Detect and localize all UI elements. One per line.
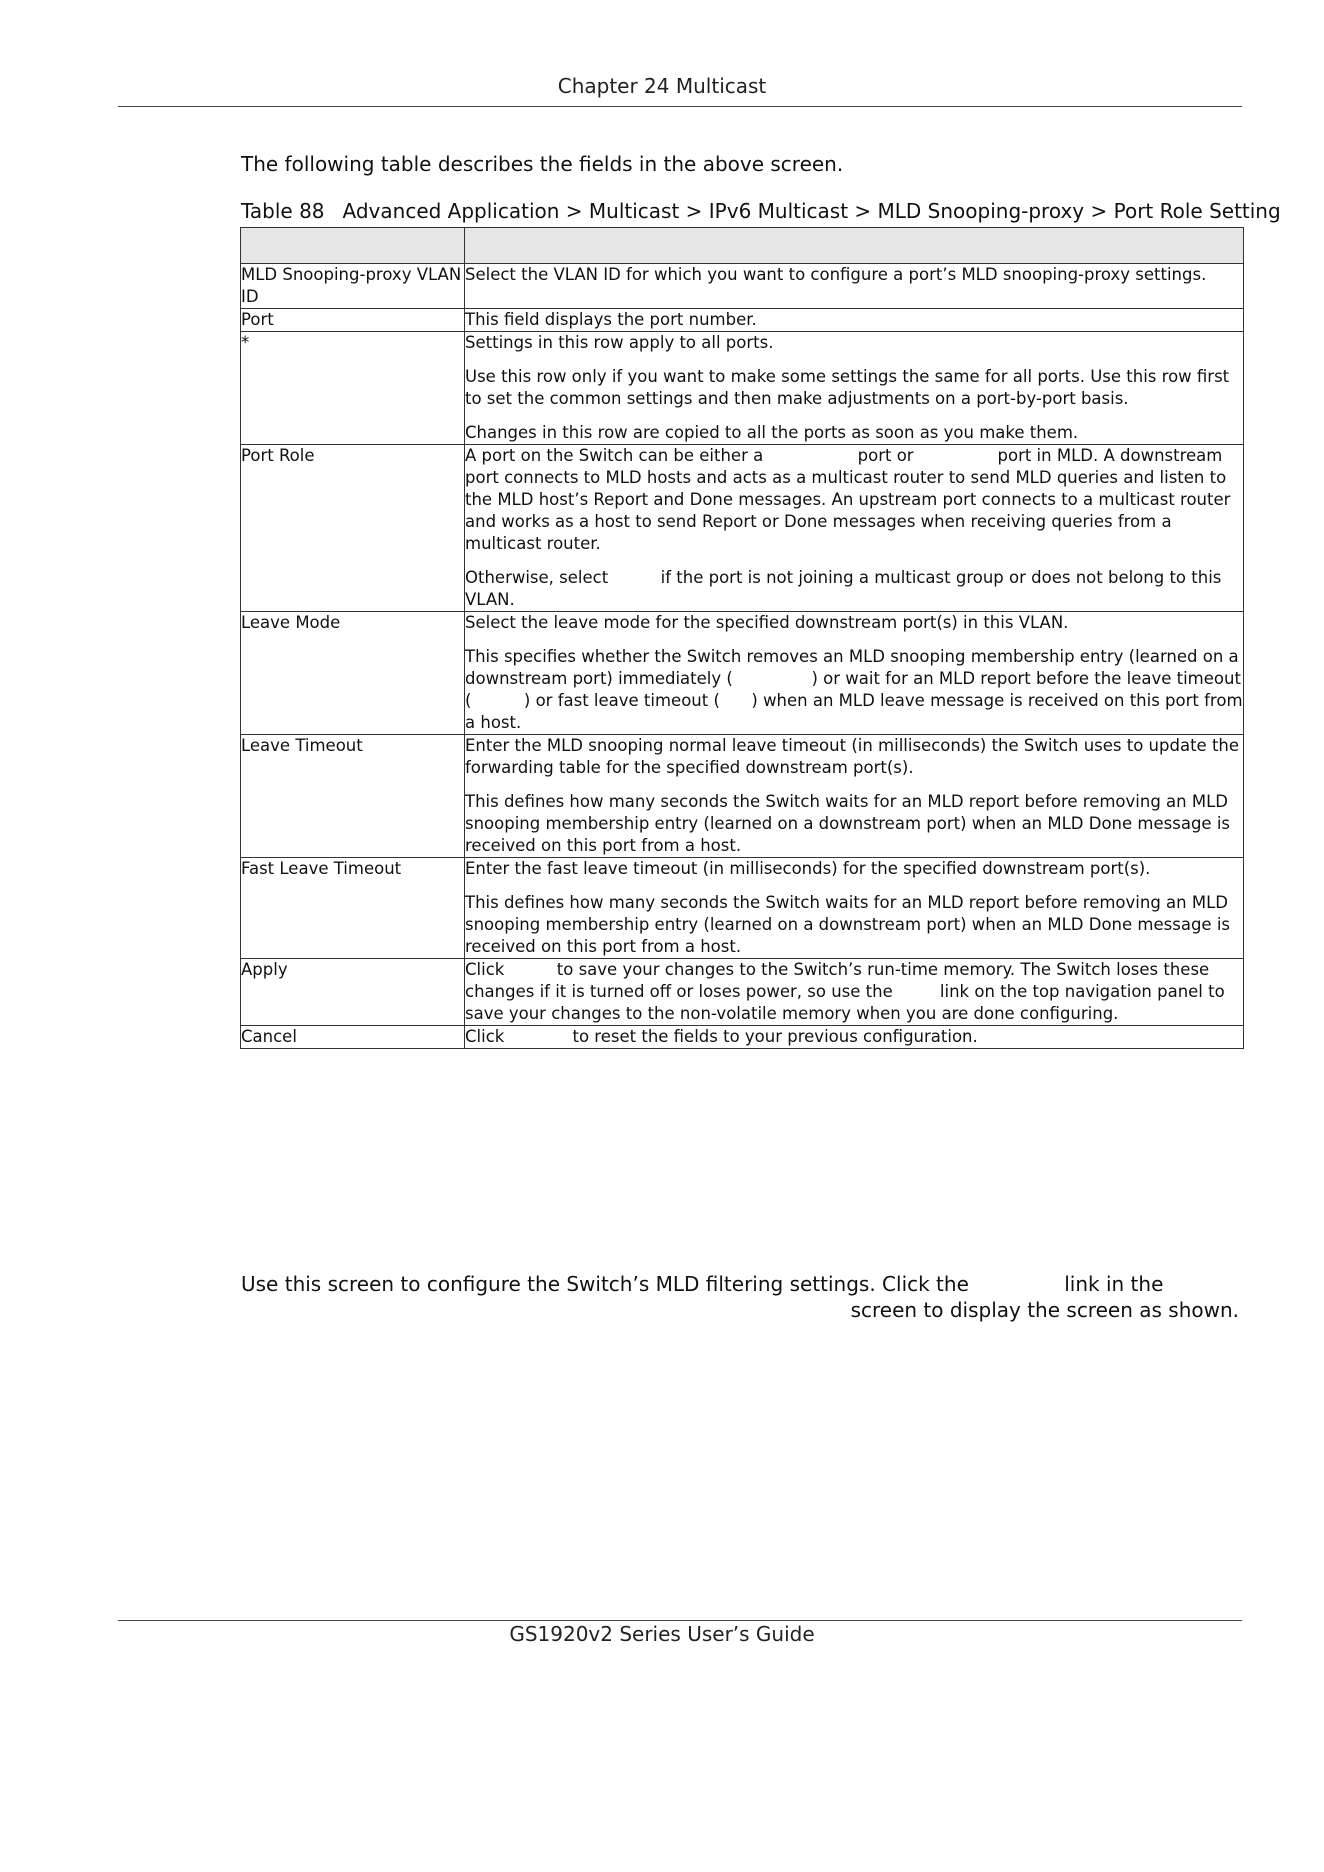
table-row <box>241 1026 1244 1049</box>
table-header-label <box>241 228 465 264</box>
field-label: MLD Snooping-proxy VLAN ID <box>241 264 465 309</box>
field-description <box>465 959 1244 1026</box>
table-row <box>241 445 1244 612</box>
table-row <box>241 309 1244 332</box>
field-label: Port <box>241 309 465 332</box>
field-description <box>465 858 1244 959</box>
table-row <box>241 959 1244 1026</box>
table-caption <box>241 199 1281 223</box>
description-paragraph: Changes in this row are copied to all the ports as soon as you make them. <box>465 423 1079 442</box>
field-description <box>465 735 1244 858</box>
header-rule <box>118 106 1242 107</box>
table-header-row <box>241 228 1244 264</box>
description-paragraph: Click to save your changes to the Switch’s run-time memory. The Switch loses these changes if it is turned off or loses power, so use the link on the top navigation panel to save your changes to the non-volatile memory when you are done configuring. <box>465 960 1230 1023</box>
table-row <box>241 332 1244 445</box>
table-row <box>241 264 1244 309</box>
table-header-description <box>465 228 1244 264</box>
guide-title: GS1920v2 Series User’s Guide <box>509 1622 815 1646</box>
field-label: Port Role <box>241 445 465 612</box>
description-paragraph: A port on the Switch can be either a port or port in MLD. A downstream port connects to MLD hosts and acts as a multicast router to send MLD queries and listen to the MLD host’s Report and Done messages. An upstream port connects to a multicast router and works as a host to send Report or Done messages when receiving queries from a multicast router. <box>465 446 1236 553</box>
description-paragraph: Settings in this row apply to all ports. <box>465 333 774 352</box>
description-paragraph: Select the VLAN ID for which you want to configure a port’s MLD snooping-proxy settings. <box>465 265 1207 284</box>
description-paragraph: Enter the fast leave timeout (in milliseconds) for the specified downstream port(s). <box>465 859 1151 878</box>
field-label: Fast Leave Timeout <box>241 858 465 959</box>
section-intro <box>241 1271 1241 1323</box>
table-row <box>241 858 1244 959</box>
description-paragraph: Select the leave mode for the specified downstream port(s) in this VLAN. <box>465 613 1069 632</box>
section-intro-line1: Use this screen to configure the Switch’s MLD filtering settings. Click the link in the <box>241 1272 1164 1296</box>
description-paragraph: This defines how many seconds the Switch waits for an MLD report before removing an MLD snooping membership entry (learned on a downstream port) when an MLD Done message is received on this port from a host. <box>465 893 1236 956</box>
description-paragraph: This field displays the port number. <box>465 310 757 329</box>
description-paragraph: Click to reset the fields to your previous configuration. <box>465 1027 978 1046</box>
table-caption-text: Advanced Application > Multicast > IPv6 Multicast > MLD Snooping-proxy > Port Role Setting <box>342 199 1281 223</box>
field-description-table <box>240 227 1248 1049</box>
footer-rule <box>118 1620 1242 1621</box>
field-label: Leave Mode <box>241 612 465 735</box>
section-intro-line2: screen to display the screen as shown. <box>850 1298 1239 1322</box>
intro-text: The following table describes the fields in the above screen. <box>241 152 844 176</box>
table-row <box>241 612 1244 735</box>
field-description <box>465 445 1244 612</box>
field-description <box>465 612 1248 735</box>
field-label: Apply <box>241 959 465 1026</box>
table-caption-number: Table 88 <box>241 199 325 223</box>
field-description <box>465 264 1244 309</box>
description-paragraph: Use this row only if you want to make some settings the same for all ports. Use this row first to set the common settings and then make adjustments on a port-by-port basis. <box>465 367 1235 408</box>
field-label: Cancel <box>241 1026 465 1049</box>
field-description <box>465 332 1244 445</box>
description-paragraph: This specifies whether the Switch removes an MLD snooping membership entry (learned on a downstream port) immediately ( ) or wait for an MLD report before the leave timeout ( ) or fast leave timeout ( ) when an MLD leave message is received on this port from a host. <box>465 647 1248 732</box>
chapter-title: Chapter 24 Multicast <box>557 74 767 98</box>
field-label: * <box>241 332 465 445</box>
description-paragraph: Enter the MLD snooping normal leave timeout (in milliseconds) the Switch uses to update the forwarding table for the specified downstream port(s). <box>465 736 1245 777</box>
description-paragraph: This defines how many seconds the Switch waits for an MLD report before removing an MLD snooping membership entry (learned on a downstream port) when an MLD Done message is received on this port from a host. <box>465 792 1236 855</box>
field-description <box>465 309 1244 332</box>
field-label: Leave Timeout <box>241 735 465 858</box>
field-description <box>465 1026 1244 1049</box>
description-paragraph: Otherwise, select if the port is not joining a multicast group or does not belong to this VLAN. <box>465 568 1227 609</box>
table-row <box>241 735 1244 858</box>
